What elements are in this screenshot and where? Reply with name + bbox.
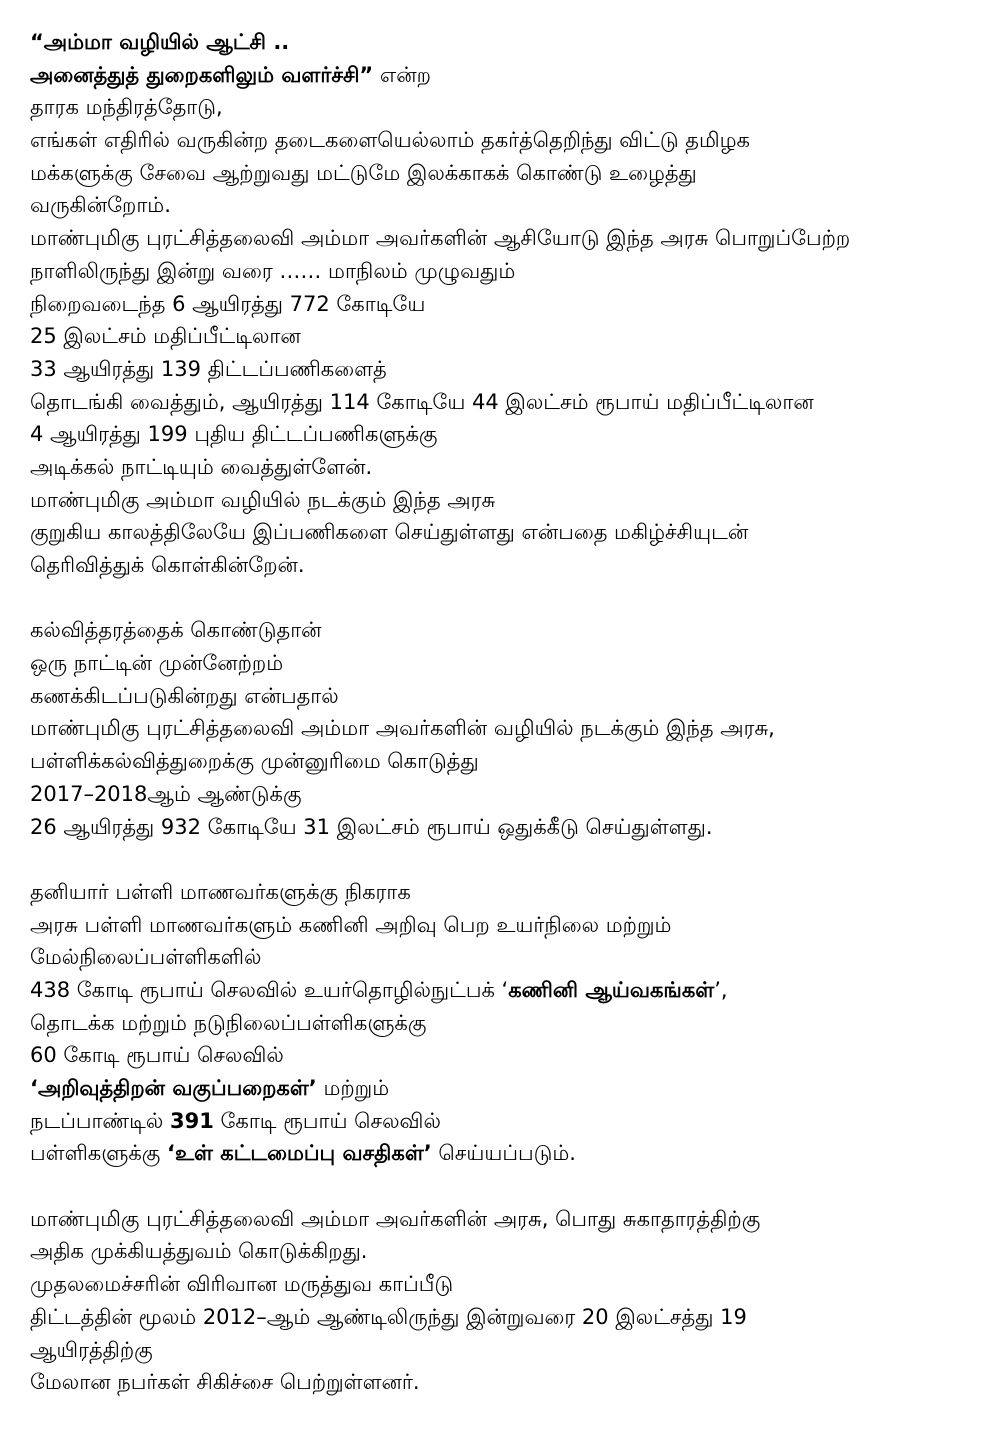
- computer-labs-bold: கணினி ஆய்வகங்கள்: [508, 977, 715, 1002]
- text-segment: பள்ளிகளுக்கு: [30, 1141, 167, 1166]
- text-line: 33 ஆயிரத்து 139 திட்டப்பணிகளைத்: [30, 356, 387, 381]
- text-line: தாரக மந்திரத்தோடு,: [30, 95, 223, 120]
- slogan-tail-text: என்ற: [373, 62, 431, 87]
- text-line: பள்ளிக்கல்வித்துறைக்கு முன்னுரிமை கொடுத்து: [30, 749, 479, 774]
- text-line: மக்களுக்கு சேவை ஆற்றுவது மட்டுமே இலக்காகக் கொண்டு உழைத்து: [30, 160, 697, 185]
- text-line: அடிக்கல் நாட்டியும் வைத்துள்ளேன்.: [30, 454, 373, 479]
- paragraph-schools: [30, 876, 982, 1170]
- text-line: [30, 1137, 982, 1170]
- text-line: அதிக முக்கியத்துவம் கொடுக்கிறது.: [30, 1239, 368, 1264]
- paragraph-intro: [30, 26, 982, 582]
- text-line: ஒரு நாட்டின் முன்னேற்றம்: [30, 651, 284, 676]
- text-line: நிறைவடைந்த 6 ஆயிரத்து 772 கோடியே: [30, 291, 426, 316]
- paragraph-education: [30, 614, 982, 843]
- text-segment: கோடி ரூபாய் செலவில்: [213, 1108, 441, 1133]
- text-segment: நடப்பாண்டில்: [30, 1108, 170, 1133]
- text-line: முதலமைச்சரின் விரிவான மருத்துவ காப்பீடு: [30, 1272, 454, 1297]
- text-segment: 438 கோடி ரூபாய் செலவில் உயர்தொழில்நுட்பக் ‘: [30, 977, 509, 1002]
- text-line: தொடங்கி வைத்தும், ஆயிரத்து 114 கோடியே 44 இலட்சம் ரூபாய் மதிப்பீட்டிலான: [30, 389, 814, 414]
- infrastructure-bold: ‘உள் கட்டமைப்பு வசதிகள்’: [166, 1141, 432, 1166]
- text-line: மாண்புமிகு புரட்சித்தலைவி அம்மா அவர்களின் வழியில் நடக்கும் இந்த அரசு,: [30, 716, 775, 741]
- paragraph-spacer: [30, 582, 982, 615]
- paragraph-spacer: [30, 843, 982, 876]
- text-segment: மற்றும்: [316, 1076, 390, 1100]
- text-line: 25 இலட்சம் மதிப்பீட்டிலான: [30, 324, 301, 349]
- text-line: மாண்புமிகு புரட்சித்தலைவி அம்மா அவர்களின் அரசு, பொது சுகாதாரத்திற்கு: [30, 1206, 761, 1231]
- text-line: வருகின்றோம்.: [30, 193, 171, 218]
- text-line: அரசு பள்ளி மாணவர்களும் கணினி அறிவு பெற உயர்நிலை மற்றும்: [30, 912, 672, 937]
- text-line: [30, 1105, 982, 1138]
- text-line: எங்கள் எதிரில் வருகின்ற தடைகளையெல்லாம் தகர்த்தெறிந்து விட்டு தமிழக: [30, 128, 750, 153]
- text-line: கணக்கிடப்படுகின்றது என்பதால்: [30, 683, 339, 708]
- text-line: ஆயிரத்திற்கு: [30, 1337, 153, 1362]
- paragraph-health: [30, 1203, 982, 1399]
- text-segment: செய்யப்படும்.: [431, 1141, 576, 1166]
- amount-bold: 391: [169, 1108, 214, 1133]
- text-line: திட்டத்தின் மூலம் 2012–ஆம் ஆண்டிலிருந்து இன்றுவரை 20 இலட்சத்து 19: [30, 1304, 747, 1329]
- text-line: தொடக்க மற்றும் நடுநிலைப்பள்ளிகளுக்கு: [30, 1010, 427, 1035]
- text-line: குறுகிய காலத்திலேயே இப்பணிகளை செய்துள்ளது என்பதை மகிழ்ச்சியுடன்: [30, 520, 749, 545]
- text-segment: ’,: [714, 977, 728, 1002]
- text-line: மேல்நிலைப்பள்ளிகளில்: [30, 945, 262, 970]
- text-line: தெரிவித்துக் கொள்கின்றேன்.: [30, 553, 305, 577]
- text-line: தனியார் பள்ளி மாணவர்களுக்கு நிகராக: [30, 879, 411, 904]
- text-line: மாண்புமிகு புரட்சித்தலைவி அம்மா அவர்களின் ஆசியோடு இந்த அரசு பொறுப்பேற்ற: [30, 226, 851, 251]
- paragraph-spacer: [30, 1170, 982, 1203]
- text-line: கல்வித்தரத்தைக் கொண்டுதான்: [30, 618, 322, 643]
- text-line: 2017–2018ஆம் ஆண்டுக்கு: [30, 781, 302, 806]
- slogan-bold-text: அனைத்துத் துறைகளிலும் வளர்ச்சி”: [30, 62, 374, 87]
- text-line: [30, 1072, 982, 1105]
- text-line: 60 கோடி ரூபாய் செலவில்: [30, 1043, 284, 1068]
- slogan-line-1: “அம்மா வழியில் ஆட்சி ..: [30, 30, 290, 54]
- text-line: மாண்புமிகு அம்மா வழியில் நடக்கும் இந்த அரசு: [30, 487, 496, 512]
- text-line: 26 ஆயிரத்து 932 கோடியே 31 இலட்சம் ரூபாய் ஒதுக்கீடு செய்துள்ளது.: [30, 814, 713, 839]
- slogan-line-2: [30, 59, 982, 92]
- text-line: நாளிலிருந்து இன்று வரை …… மாநிலம் முழுவதும்: [30, 258, 516, 283]
- text-line: மேலான நபர்கள் சிகிச்சை பெற்றுள்ளனர்.: [30, 1370, 420, 1395]
- text-line: [30, 974, 982, 1007]
- smart-classrooms-bold: ‘அறிவுத்திறன் வகுப்பறைகள்’: [30, 1076, 317, 1100]
- text-line: 4 ஆயிரத்து 199 புதிய திட்டப்பணிகளுக்கு: [30, 422, 438, 447]
